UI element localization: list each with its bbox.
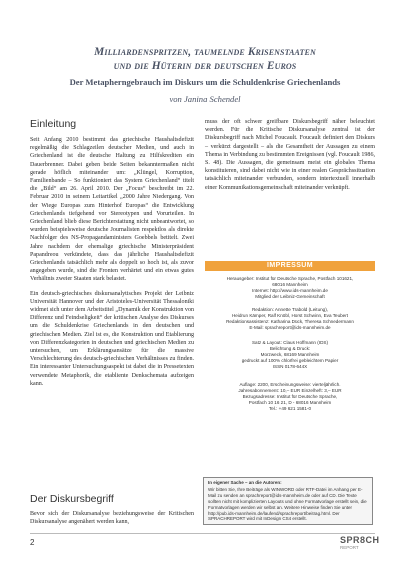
article-subtitle: Der Metapherngebrauch im Diskurs um die Schuldenkrise Griechenlands: [69, 77, 341, 87]
article-title-line1: Milliardenspritzen, taumelnde Krisenstaaten: [94, 46, 316, 58]
impressum-line: Morzweck, 68169 Mannheim: [260, 352, 320, 358]
impressum-link[interactable]: Internet: http://www.ids-mannheim.de: [252, 288, 328, 294]
impressum-subscription: [205, 382, 375, 412]
impressum-line: gedruckt auf 100% chlorfrei gebleichtem Papier: [241, 358, 339, 364]
paragraph: muss der oft schwer greifbare Diskursbegriff näher beleuchtet werden. Für die Kritische Diskursanalyse zentral ist der Diskursbegriff nach Michel Foucault. Foucault definiert den Diskurs – verkürzt dargestellt – als die Gesamtheit der Aussagen zu einem Thema in Verbindung zu bestimmten Ereignissen (vgl. Foucault 1986, S. 48). Die Aussagen, die gemeinsam meist ein globales Thema konstituieren, sind dabei nicht wie in einer realen Gesprächssituation tatsächlich miteinander verbunden, sondern intertextuell innerhalb einer Kommunikationsgemeinschaft miteinander verknüpft.: [205, 119, 375, 191]
impressum-line: Herausgeber: Institut für Deutsche Sprache, Postfach 101621,: [226, 276, 354, 281]
article-title: [30, 45, 380, 73]
impressum-line: 68016 Mannheim: [272, 282, 308, 288]
left-column-text: [30, 136, 194, 394]
sprachreport-logo-sub: REPORT: [340, 545, 359, 550]
impressum-line: ISSN 0178-644X: [272, 364, 308, 370]
section-heading-einleitung: Einleitung: [30, 118, 77, 130]
article-title-line2: und die Hüterin der deutschen Euros: [113, 60, 297, 72]
impressum-editorial: [205, 307, 375, 331]
authors-box-text: Wir bitten Sie, Ihre Beiträge als WINWORD oder RTF-Datei im Anhang per E-Mail zu senden an sprachreport@ids-mannheim.de oder auf CD. Die Texte sollten nicht mit komplizierten Layouts und ohne Formatvorlage erstellt sein, die Formatvorlagen werden wir selbst an. Weitere Hinweise finden Sie unter http://pub.ids-mannheim.de/laufend/sprachreport/beitrag.html. Der SPRACHREPORT wird mit InDesign CS4 erstellt.: [208, 486, 367, 522]
impressum-heading: IMPRESSUM: [205, 261, 375, 271]
footer-divider: [30, 533, 375, 534]
paragraph: Seit Anfang 2010 bestimmt das griechische Haushaltsdefizit regelmäßig die Schlagzeilen deutscher Medien, und auch in Griechenland ist die deutsche Haltung zu Hilfskrediten ein Dauerbrenner. Dabei geben beide Seiten bekanntermaßen nicht gerade höflich miteinander um: „Klüngel, Korruption, Familienbande – So funktioniert das System Griechenland“ titelt die „Bild“ am 26. April 2010. Der „Focus“ beschreibt im 22. Februar 2010 in seinem Leitartikel „2000 Jahre Niedergang. Von der Wiege Europas zum Hinterhof Europas“ die Entwicklung Griechenlands tiefgehend vor Stereotypen und Vorurteilen. In Griechenland blieb diese Berichterstattung nicht unbeantwortet, so wurden beispielsweise deutsche Journalisten respektlos als direkte Nachfolger des NS-Propagandaministers Goebbels betitelt. Zwei Jahre nachdem der ehemalige griechische Ministerpräsident Papandreou verkündete, dass das jährliche Haushaltsdefizit Griechenlands tatsächlich mehr als doppelt so hoch ist, als zuvor angegeben wurde, sind die Fronten verhärtet und ein etwas gutes Verhältnis zweier Staaten stark belastet.: [30, 137, 194, 283]
impressum-line: Redaktionsassistenz: Katharina Dück, Theresa Schnedermann: [226, 319, 354, 325]
sprachreport-logo: SPR8CH: [340, 535, 380, 545]
impressum-line: Redaktion: Annette Trabold (Leitung),: [251, 307, 329, 312]
section-heading-diskursbegriff: Der Diskursbegriff: [30, 493, 114, 505]
impressum-line: Tel.: +49 621 1581-0: [268, 406, 311, 412]
impressum-line: Mitglied der Leibniz-Gemeinschaft: [255, 294, 325, 300]
left-column-text-end: [30, 510, 194, 532]
paragraph: Ein deutsch-griechisches diskursanalytisches Projekt der Leibniz Universität Hannover und der Aristoteles-Universität Thessaloniki widmet sich unter dem Arbeitstitel „Dynamik der Konstruktion von Differenz und Feindseligkeit“ der kritischen Analyse des Diskurses um die Schuldenkrise Griechenlands in den deutschen und griechischen Medien. Ziel ist es, die Konstruktion und Etablierung von Differenzkategorien in deutschen und griechischen Medien zu untersuchen, um Erklärungsansätze für die massive Verschlechterung des deutsch-griechischen Verhältnisses zu finden. Ein interessanter Untersuchungsaspekt ist dabei die in Pressetexten verwendete Metaphorik, die etabliente Denkschemata aufzeigen kann.: [30, 290, 194, 387]
impressum-line: Belichtung & Druck:: [269, 346, 311, 352]
impressum-line: Heidrun Kämper, Ralf Knöbl, Horst Schwinn, Eva Teubert: [231, 313, 349, 319]
impressum-line: Auflage: 2200, Erscheinungsweise: vierteljährlich.: [239, 382, 341, 387]
impressum-publisher: [205, 276, 375, 300]
impressum-line: Bezugsadresse: Institut für Deutsche Sprache,: [242, 394, 338, 400]
impressum-production: [205, 340, 375, 370]
authors-info-box: [203, 477, 373, 525]
right-column-text: [205, 118, 375, 198]
impressum-email[interactable]: E-Mail: sprachreport@ids-mannheim.de: [249, 325, 331, 331]
impressum-line: Jahresabonnement: 10,– EUR Einzelheft: 3,– EUR: [238, 388, 342, 394]
page-number: 2: [30, 538, 35, 547]
impressum-line: Satz & Layout: Claus Hoffmann (IDS): [251, 340, 328, 345]
impressum-line: Postfach 10 16 21, D - 68016 Mannheim: [248, 400, 332, 406]
article-author: von Janina Schendel: [169, 94, 241, 104]
authors-box-heading: In eigener Sache – an die Autoren:: [208, 480, 282, 485]
paragraph: Bevor sich der Diskursanalyse beziehungsweise der Kritischen Diskursanalyse angenähert werden kann,: [30, 511, 194, 526]
